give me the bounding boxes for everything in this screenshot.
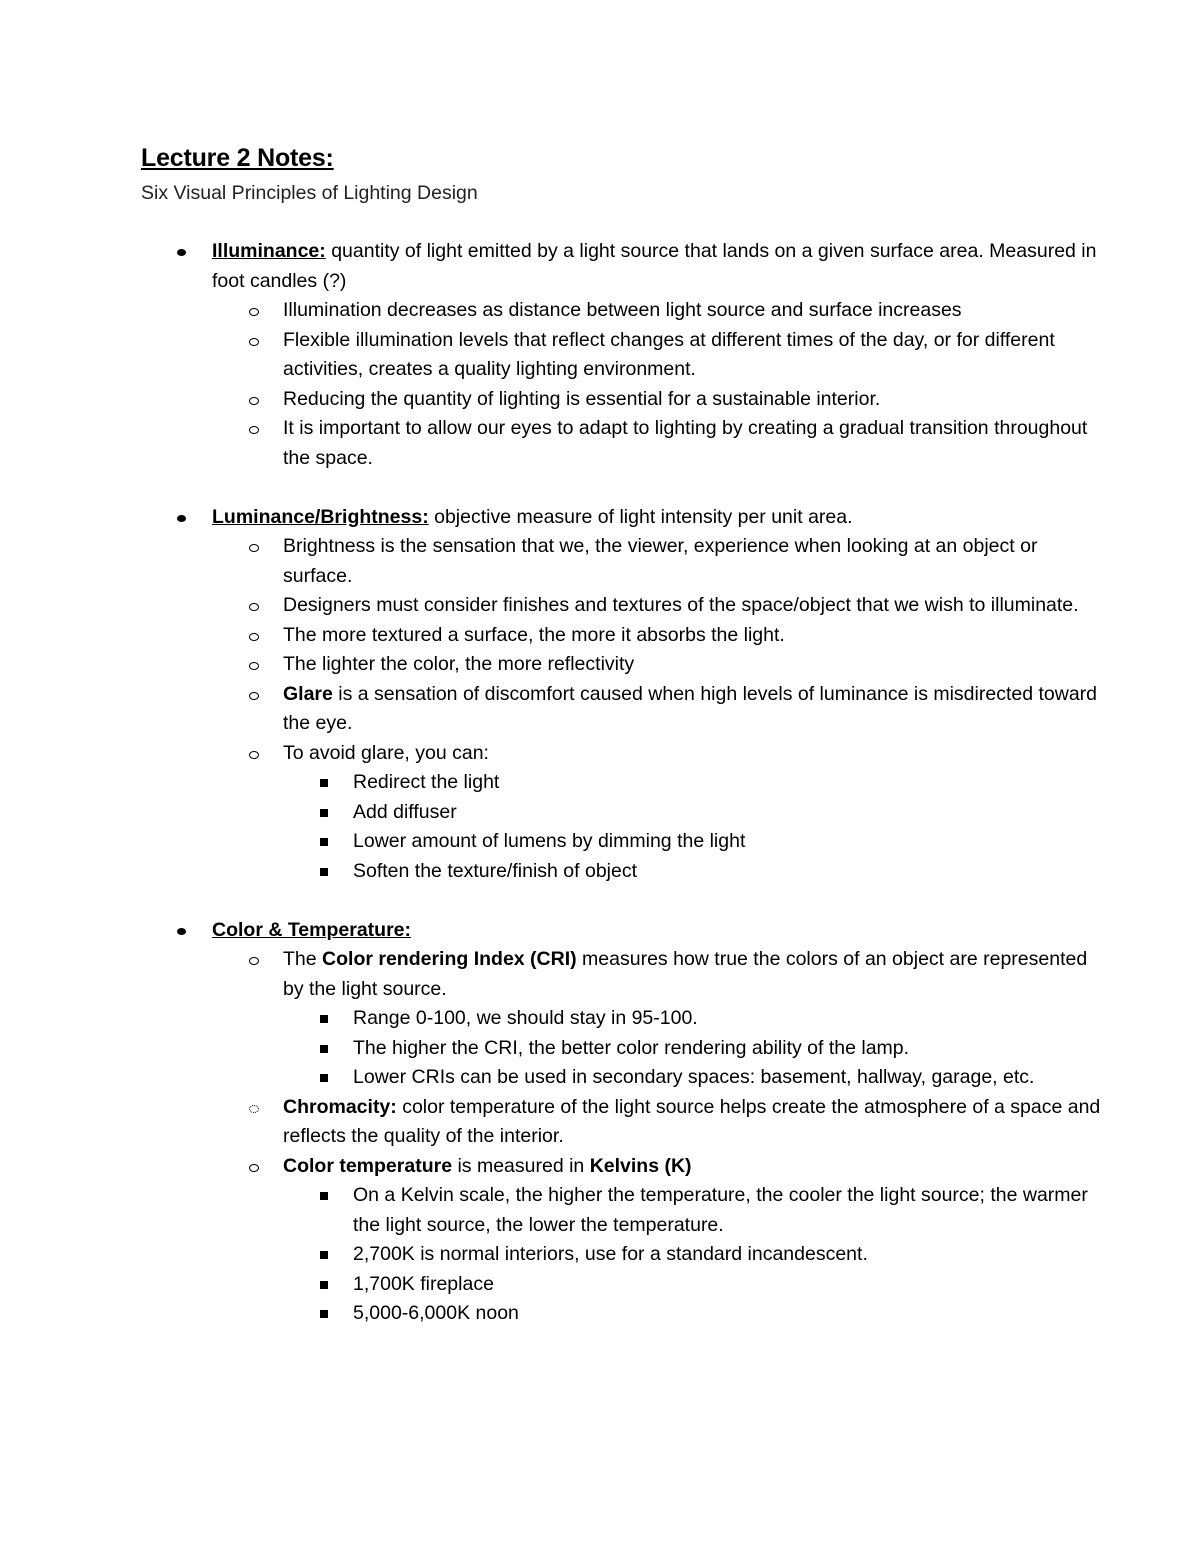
list-item bbox=[283, 827, 1101, 857]
luminance-sublist bbox=[212, 532, 1101, 886]
glare-text: is a sensation of discomfort caused when high levels of luminance is misdirected toward the eye. bbox=[283, 682, 1098, 734]
list-item bbox=[283, 1270, 1101, 1300]
circle-bullet-icon bbox=[249, 662, 259, 670]
list-item bbox=[283, 798, 1101, 828]
bullet-icon bbox=[177, 928, 186, 935]
dotted-circle-bullet-icon bbox=[249, 1105, 259, 1113]
list-item bbox=[283, 1004, 1101, 1034]
circle-bullet-icon bbox=[249, 426, 259, 434]
item-text: Illumination decreases as distance between light source and surface increases bbox=[283, 299, 962, 321]
list-item bbox=[283, 1063, 1101, 1093]
kelvin-term: Kelvins (K) bbox=[589, 1154, 692, 1177]
square-bullet-icon bbox=[320, 868, 328, 876]
circle-bullet-icon bbox=[249, 338, 259, 346]
glare-term: Glare bbox=[283, 682, 333, 705]
list-item bbox=[212, 650, 1101, 680]
item-text: On a Kelvin scale, the higher the temperature, the cooler the light source; the warmer the light source, the lower the temperature. bbox=[353, 1184, 1088, 1236]
list-item bbox=[212, 385, 1101, 415]
item-text: Soften the texture/finish of object bbox=[353, 859, 638, 882]
list-item bbox=[283, 768, 1101, 798]
avoid-glare-sublist bbox=[283, 768, 1101, 886]
chromacity-term: Chromacity: bbox=[283, 1095, 397, 1118]
item-text: Range 0-100, we should stay in 95-100. bbox=[353, 1007, 698, 1029]
item-text: Lower CRIs can be used in secondary spaces: basement, hallway, garage, etc. bbox=[353, 1066, 1035, 1088]
item-text: Lower amount of lumens by dimming the light bbox=[353, 830, 746, 852]
list-item bbox=[283, 857, 1101, 887]
circle-bullet-icon bbox=[249, 751, 259, 759]
item-text: The higher the CRI, the better color rendering ability of the lamp. bbox=[353, 1036, 910, 1059]
square-bullet-icon bbox=[320, 838, 328, 846]
square-bullet-icon bbox=[320, 1251, 328, 1259]
item-text: Redirect the light bbox=[353, 771, 500, 793]
list-item-avoid-glare bbox=[212, 739, 1101, 887]
kelvin-sublist bbox=[283, 1181, 1101, 1329]
list-item bbox=[212, 326, 1101, 385]
section-luminance bbox=[141, 503, 1101, 887]
item-text: Designers must consider finishes and textures of the space/object that we wish to illuminate. bbox=[283, 594, 1079, 616]
section-illuminance bbox=[141, 237, 1101, 473]
term-luminance: Luminance/Brightness: bbox=[212, 505, 429, 528]
list-item-chromacity bbox=[212, 1093, 1101, 1152]
list-item bbox=[283, 1181, 1101, 1240]
desc-illuminance: quantity of light emitted by a light source that lands on a given surface area. Measured in foot candles (?) bbox=[212, 240, 1097, 292]
circle-bullet-icon bbox=[249, 544, 259, 552]
list-item-kelvin bbox=[212, 1152, 1101, 1329]
square-bullet-icon bbox=[320, 1074, 328, 1082]
item-text: The lighter the color, the more reflectivity bbox=[283, 653, 635, 675]
list-item bbox=[283, 1299, 1101, 1329]
item-text: 5,000-6,000K noon bbox=[353, 1302, 519, 1324]
term-color-temperature: Color & Temperature: bbox=[212, 918, 411, 941]
square-bullet-icon bbox=[320, 1310, 328, 1318]
item-text: Brightness is the sensation that we, the viewer, experience when looking at an object or surface. bbox=[283, 535, 1038, 587]
square-bullet-icon bbox=[320, 1192, 328, 1200]
item-text: 1,700K fireplace bbox=[353, 1272, 494, 1295]
list-item bbox=[212, 296, 1101, 326]
item-text: Reducing the quantity of lighting is essential for a sustainable interior. bbox=[283, 387, 881, 410]
page-title: Lecture 2 Notes: bbox=[141, 144, 334, 172]
cri-text: measures how true the colors of an object are represented by the light source. bbox=[283, 948, 1088, 1000]
list-item bbox=[212, 414, 1101, 473]
bullet-icon bbox=[177, 515, 186, 522]
circle-bullet-icon bbox=[249, 308, 259, 316]
item-text: The more textured a surface, the more it absorbs the light. bbox=[283, 623, 785, 646]
color-temperature-sublist bbox=[212, 945, 1101, 1329]
circle-bullet-icon bbox=[249, 957, 259, 965]
item-text: 2,700K is normal interiors, use for a standard incandescent. bbox=[353, 1243, 868, 1265]
illuminance-sublist bbox=[212, 296, 1101, 473]
circle-bullet-icon bbox=[249, 692, 259, 700]
color-temp-term: Color temperature bbox=[283, 1154, 453, 1177]
desc-luminance: objective measure of light intensity per unit area. bbox=[428, 505, 853, 528]
term-illuminance: Illuminance: bbox=[212, 240, 326, 262]
circle-bullet-icon bbox=[249, 633, 259, 641]
item-text: It is important to allow our eyes to adapt to lighting by creating a gradual transition throughout the space. bbox=[283, 417, 1088, 469]
avoid-glare-label: To avoid glare, you can: bbox=[283, 741, 489, 764]
page-subtitle: Six Visual Principles of Lighting Design bbox=[141, 182, 478, 204]
cri-sublist bbox=[283, 1004, 1101, 1093]
square-bullet-icon bbox=[320, 809, 328, 817]
list-item-glare bbox=[212, 680, 1101, 739]
square-bullet-icon bbox=[320, 779, 328, 787]
circle-bullet-icon bbox=[249, 397, 259, 405]
chromacity-text: color temperature of the light source helps create the atmosphere of a space and reflects the quality of the interior. bbox=[283, 1095, 1101, 1147]
bullet-icon bbox=[177, 249, 186, 256]
list-item-cri bbox=[212, 945, 1101, 1093]
square-bullet-icon bbox=[320, 1045, 328, 1053]
document-page bbox=[141, 138, 1101, 1329]
square-bullet-icon bbox=[320, 1281, 328, 1289]
circle-bullet-icon bbox=[249, 603, 259, 611]
list-item bbox=[212, 621, 1101, 651]
principles-list bbox=[141, 237, 1101, 1329]
list-item bbox=[283, 1240, 1101, 1270]
section-color-temperature bbox=[141, 916, 1101, 1329]
item-text: Add diffuser bbox=[353, 800, 457, 823]
square-bullet-icon bbox=[320, 1015, 328, 1023]
list-item bbox=[212, 532, 1101, 591]
circle-bullet-icon bbox=[249, 1164, 259, 1172]
cri-term: Color rendering Index (CRI) bbox=[322, 948, 577, 970]
cri-pre: The bbox=[283, 948, 323, 970]
list-item bbox=[283, 1034, 1101, 1064]
item-text: Flexible illumination levels that reflect changes at different times of the day, or for different activities, creates a quality lighting environment. bbox=[283, 328, 1055, 380]
kelvin-mid: is measured in bbox=[452, 1154, 590, 1177]
list-item bbox=[212, 591, 1101, 621]
